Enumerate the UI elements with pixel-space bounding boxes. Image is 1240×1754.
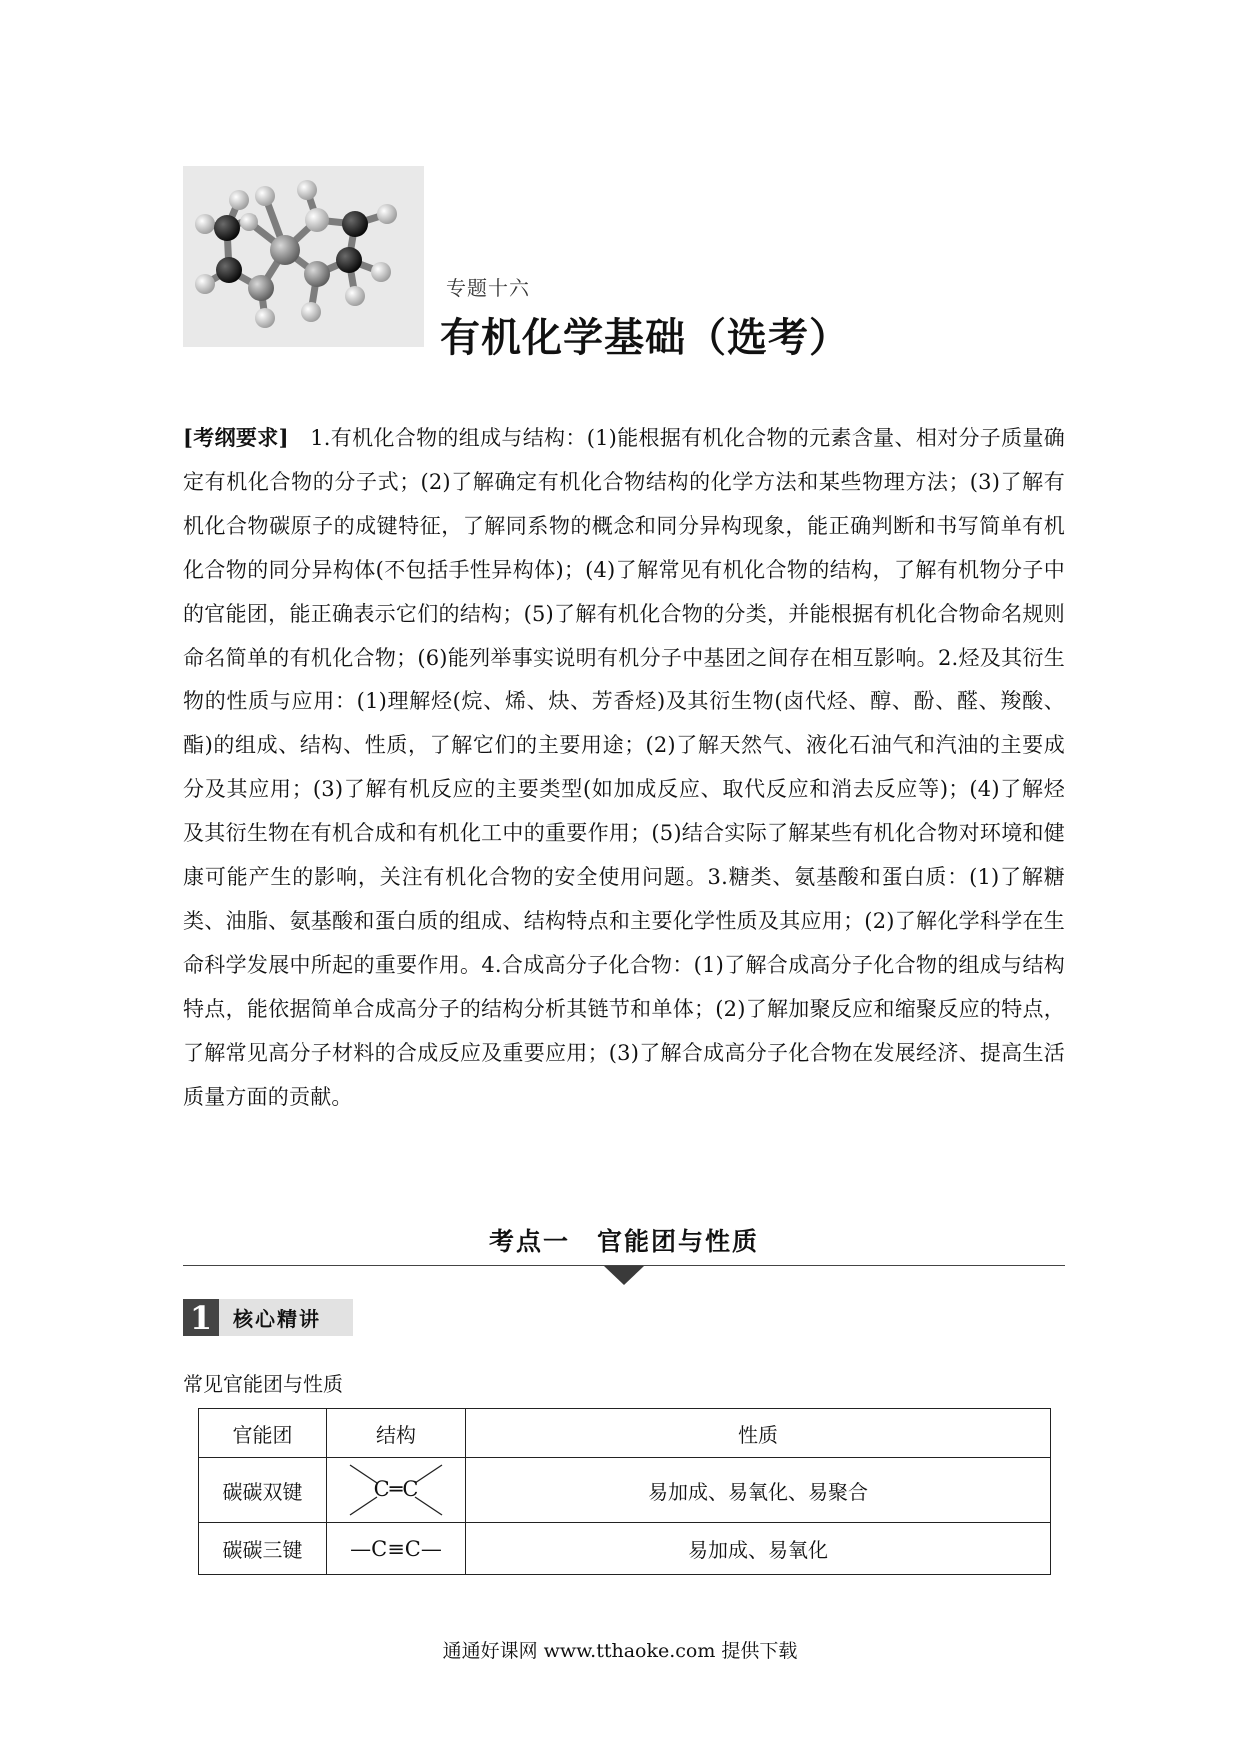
badge-number: 1 <box>183 1299 219 1336</box>
molecule-image <box>183 166 424 347</box>
page-title: 有机化学基础（选考） <box>440 315 850 361</box>
property-cell: 易加成、易氧化 <box>466 1523 1051 1575</box>
badge-text: 核心精讲 <box>219 1299 353 1336</box>
core-lecture-badge <box>183 1299 353 1336</box>
requirements-label: [考纲要求] <box>183 425 289 450</box>
molecule-ball-and-stick-icon <box>183 166 424 347</box>
triple-bond-formula: —C≡C— <box>350 1536 442 1561</box>
topic-subtitle: 专题十六 <box>446 276 530 300</box>
double-bond-structure <box>340 1461 452 1519</box>
table-header-cell: 性质 <box>466 1409 1051 1458</box>
page-footer: 通通好课网 www.tthaoke.com 提供下载 <box>442 1640 798 1662</box>
structure-cell <box>327 1458 466 1523</box>
structure-cell <box>327 1523 466 1575</box>
functional-group-table <box>198 1408 1051 1575</box>
triangle-down-icon <box>604 1266 644 1285</box>
syllabus-requirements <box>183 416 1065 1120</box>
table-row <box>199 1523 1051 1575</box>
property-cell: 易加成、易氧化、易聚合 <box>466 1458 1051 1523</box>
group-name-cell: 碳碳双键 <box>199 1458 327 1523</box>
table-header-cell: 结构 <box>327 1409 466 1458</box>
table-caption: 常见官能团与性质 <box>183 1372 343 1396</box>
section-heading: 考点一 官能团与性质 <box>488 1227 759 1256</box>
double-bond-formula: C═C <box>373 1477 419 1501</box>
group-name-cell: 碳碳三键 <box>199 1523 327 1575</box>
table-header-row <box>199 1409 1051 1458</box>
table-header-cell: 官能团 <box>199 1409 327 1458</box>
requirements-text: 1.有机化合物的组成与结构：(1)能根据有机化合物的元素含量、相对分子质量确定有机化合物的分子式；(2)了解确定有机化合物结构的化学方法和某些物理方法；(3)了解有机化合物碳原子的成键特征，了解同系物的概念和同分异构现象，能正确判断和书写简单有机化合物的同分异构体(不包括手性异构体)；(4)了解常见有机化合物的结构，了解有机物分子中的官能团，能正确表示它们的结构；(5)了解有机化合物的分类，并能根据有机化合物命名规则命名简单的有机化合物；(6)能列举事实说明有机分子中基团之间存在相互影响。2.烃及其衍生物的性质与应用：(1)理解烃(烷、烯、炔、芳香烃)及其衍生物(卤代烃、醇、酚、醛、羧酸、酯)的组成、结构、性质，了解它们的主要用途；(2)了解天然气、液化石油气和汽油的主要成分及其应用；(3)了解有机反应的主要类型(如加成反应、取代反应和消去反应等)；(4)了解烃及其衍生物在有机合成和有机化工中的重要作用；(5)结合实际了解某些有机化合物对环境和健康可能产生的影响，关注有机化合物的安全使用问题。3.糖类、氨基酸和蛋白质：(1)了解糖类、油脂、氨基酸和蛋白质的组成、结构特点和主要化学性质及其应用；(2)了解化学科学在生命科学发展中所起的重要作用。4.合成高分子化合物：(1)了解合成高分子化合物的组成与结构特点，能依据简单合成高分子的结构分析其链节和单体；(2)了解加聚反应和缩聚反应的特点，了解常见高分子材料的合成反应及重要应用；(3)了解合成高分子化合物在发展经济、提高生活质量方面的贡献。 <box>183 426 1065 1109</box>
table-row <box>199 1458 1051 1523</box>
